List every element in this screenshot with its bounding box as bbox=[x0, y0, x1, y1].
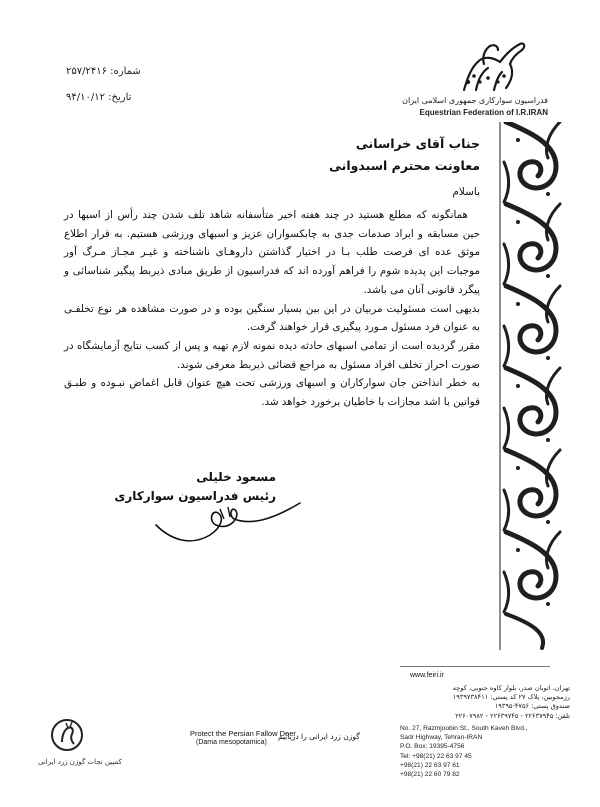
paragraph: همانگونه که مطلع هستید در چند هفته اخیر متأسفانه شاهد تلف شدن چند رأس از اسبها در حین مسابقه و ایراد صدمات جدی به چابکسواران عزیز و اسبهای ورزشی هستیم. به قرار اطلاع موثق عده ای فرصت طلب بـا در اختیار گذاشتن داروهـای ناشناخته و غیـر مجـاز مـرگ آور موجبات این پدیده شوم را فراهم آورده اند که فدراسیون از طریق مبادی ذیربط پیگیر شناسائی و پیگرد قانونی آنان می باشد. bbox=[64, 209, 480, 296]
footer-divider bbox=[400, 666, 550, 667]
address-fa bbox=[400, 684, 570, 721]
signer-name: مسعود خلیلی bbox=[196, 470, 276, 484]
recipient-title: معاونت محترم اسبدوانی bbox=[329, 158, 480, 173]
letter-body bbox=[64, 206, 480, 412]
paragraph: به خطر انداختن جان سوارکاران و اسبهای ورزشی تحت هیچ عنوان قابل اغماض نبـوده و طبـق قوانین با اشد مجازات با خاطیان برخورد خواهد شد. bbox=[64, 377, 480, 409]
address-line: +98(21) 22 63 97 61 bbox=[400, 761, 460, 769]
address-line: صندوق پستی: ۴۷۵۶-۱۹۳۹۵ bbox=[494, 702, 570, 711]
handwritten-signature-icon bbox=[150, 495, 310, 555]
deer-scientific-name: (Dama mesopotamica) bbox=[196, 739, 267, 746]
federation-name-en: Equestrian Federation of I.R.IRAN bbox=[419, 108, 548, 117]
address-line: Sadr Highway, Tehran-IRAN bbox=[400, 734, 483, 742]
address-line: رزمجوبین، پلاک ۲۷ کد پستی: ۱۹۳۹۷۳۸۴۱۱ bbox=[452, 693, 570, 702]
deer-campaign-emblem-icon bbox=[50, 718, 84, 752]
recipient-name: جناب آقای خراسانی bbox=[355, 136, 480, 151]
paragraph: بدیهی است مسئولیت مربیان در این بین بسیار سنگین بوده و در صورت مشاهده هر نوع تخلفـی به عنوان فرد مسئول مـورد پیگیری قرار خواهند گرفت. bbox=[64, 302, 480, 334]
address-line: تهران، اتوبان صدر، بلوار کاوه جنوبی، کوچه bbox=[452, 684, 570, 692]
paragraph: مقرر گردیده است از تمامی اسبهای حادثه دیده نمونه لازم تهیه و پس از کسب نتایج آزمایشگاه در صورت احراز تخلف افراد مسئول به مراجع قضائی ذیربط معرفی شوند. bbox=[64, 339, 480, 371]
deer-slogan-fa: گوزن زرد ایرانی را دریابیم bbox=[278, 732, 360, 741]
deer-slogan-en: Protect the Persian Fallow Deer bbox=[190, 729, 296, 738]
address-line: Tel: +98(21) 22 63 97 45 bbox=[400, 752, 472, 760]
letter-date: تاریخ: ۹۴/۱۰/۱۲ bbox=[66, 92, 132, 103]
signer-title: رئیس فدراسیون سوارکاری bbox=[114, 489, 276, 503]
address-line: تلفن: ۲۲۶۳۷۹۴۵ - ۲۲۶۳۹۷۴۵ - ۲۲۶۰۷۹۸۲ bbox=[455, 711, 570, 720]
federation-name-fa: فدراسیون سوارکاری جمهوری اسلامی ایران bbox=[402, 96, 548, 105]
address-line: P.O. Box: 19395-4756 bbox=[400, 743, 465, 751]
website-link[interactable]: www.feiri.ir bbox=[410, 672, 444, 679]
address-line: No. 27, Razmjoobin St., South Kaveh Blvd., bbox=[400, 725, 528, 732]
horse-logo-icon bbox=[454, 36, 530, 94]
emblem-caption: کمپین نجات گوزن زرد ایرانی bbox=[38, 758, 122, 766]
address-en bbox=[400, 724, 570, 779]
address-line: +98(21) 22 60 79 82 bbox=[400, 771, 460, 779]
salutation: باسلام bbox=[452, 186, 480, 198]
ornamental-border-icon bbox=[498, 122, 564, 650]
letter-number: شماره: ۲۵۷/۲۴۱۶ bbox=[66, 66, 141, 77]
